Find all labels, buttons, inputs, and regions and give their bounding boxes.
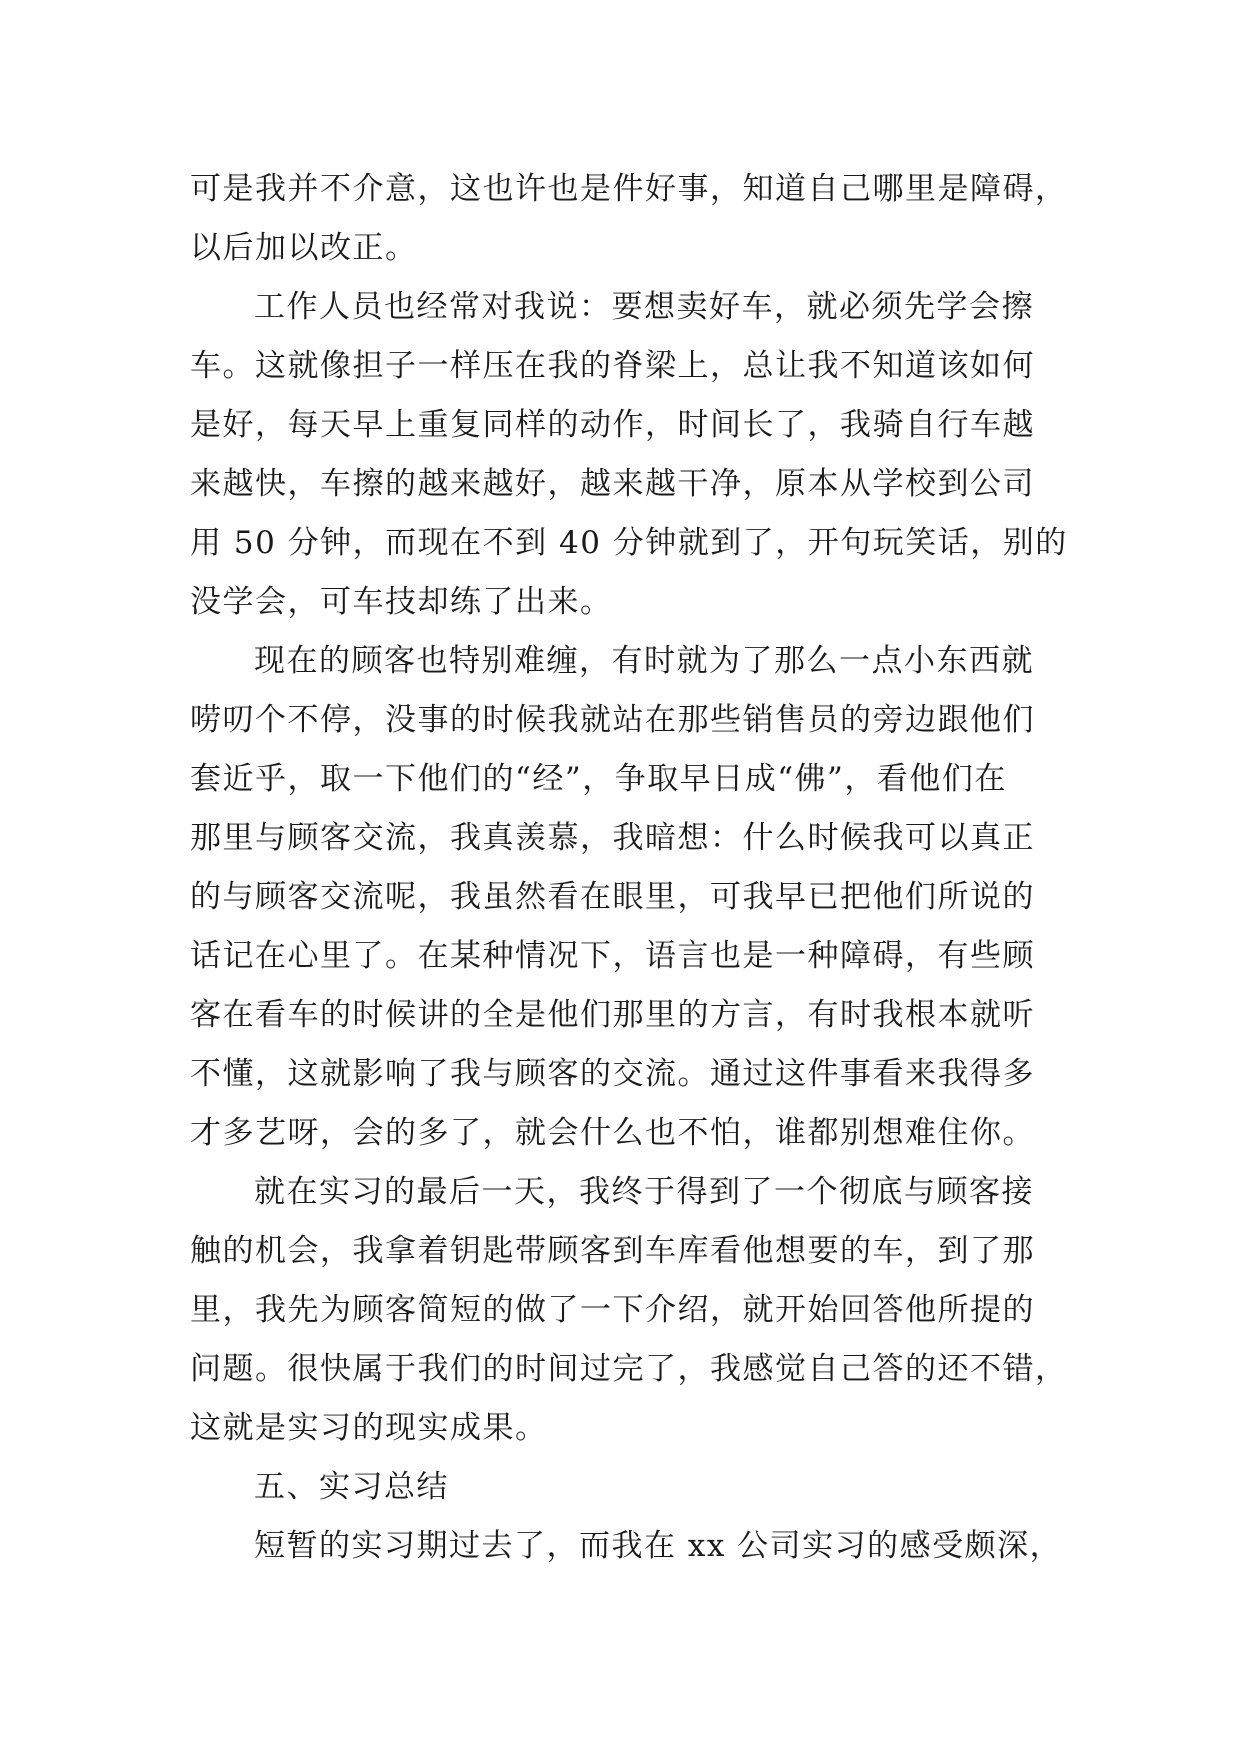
text-line: 来越快，车擦的越来越好，越来越干净，原本从学校到公司 <box>190 466 1035 502</box>
section-heading: 五、实习总结 <box>254 1469 449 1505</box>
text-line: 才多艺呀，会的多了，就会什么也不怕，谁都别想难住你。 <box>190 1115 1035 1151</box>
text-line: 可是我并不介意，这也许也是件好事，知道自己哪里是障碍， <box>190 171 1068 207</box>
text-line: 问题。很快属于我们的时间过完了，我感觉自己答的还不错， <box>190 1351 1068 1387</box>
text-line: 的与顾客交流呢，我虽然看在眼里，可我早已把他们所说的 <box>190 879 1035 915</box>
text-line: 里，我先为顾客简短的做了一下介绍，就开始回答他所提的 <box>190 1292 1035 1328</box>
text-line: 没学会，可车技却练了出来。 <box>190 584 613 620</box>
paragraph-start-line: 工作人员也经常对我说：要想卖好车，就必须先学会擦 <box>254 289 1034 325</box>
text-line: 话记在心里了。在某种情况下，语言也是一种障碍，有些顾 <box>190 938 1035 974</box>
text-line: 这就是实习的现实成果。 <box>190 1410 548 1446</box>
paragraph-start-line: 就在实习的最后一天，我终于得到了一个彻底与顾客接 <box>254 1174 1034 1210</box>
document-body <box>190 160 1068 1576</box>
paragraph-start-line: 短暂的实习期过去了，而我在 xx 公司实习的感受颇深， <box>254 1528 1063 1564</box>
text-line: 触的机会，我拿着钥匙带顾客到车库看他想要的车，到了那 <box>190 1233 1035 1269</box>
text-line: 用 50 分钟，而现在不到 40 分钟就到了，开句玩笑话，别的 <box>190 525 1068 561</box>
text-line: 是好，每天早上重复同样的动作，时间长了，我骑自行车越 <box>190 407 1035 443</box>
text-line: 客在看车的时候讲的全是他们那里的方言，有时我根本就听 <box>190 997 1035 1033</box>
text-line: 车。这就像担子一样压在我的脊梁上，总让我不知道该如何 <box>190 348 1035 384</box>
paragraph-start-line: 现在的顾客也特别难缠，有时就为了那么一点小东西就 <box>254 643 1034 679</box>
text-line: 以后加以改正。 <box>190 230 418 266</box>
text-line: 那里与顾客交流，我真羡慕，我暗想：什么时候我可以真正 <box>190 820 1035 856</box>
text-line: 不懂，这就影响了我与顾客的交流。通过这件事看来我得多 <box>190 1056 1035 1092</box>
text-line: 唠叨个不停，没事的时候我就站在那些销售员的旁边跟他们 <box>190 702 1035 738</box>
text-line: 套近乎，取一下他们的“经”，争取早日成“佛”，看他们在 <box>190 761 1007 797</box>
